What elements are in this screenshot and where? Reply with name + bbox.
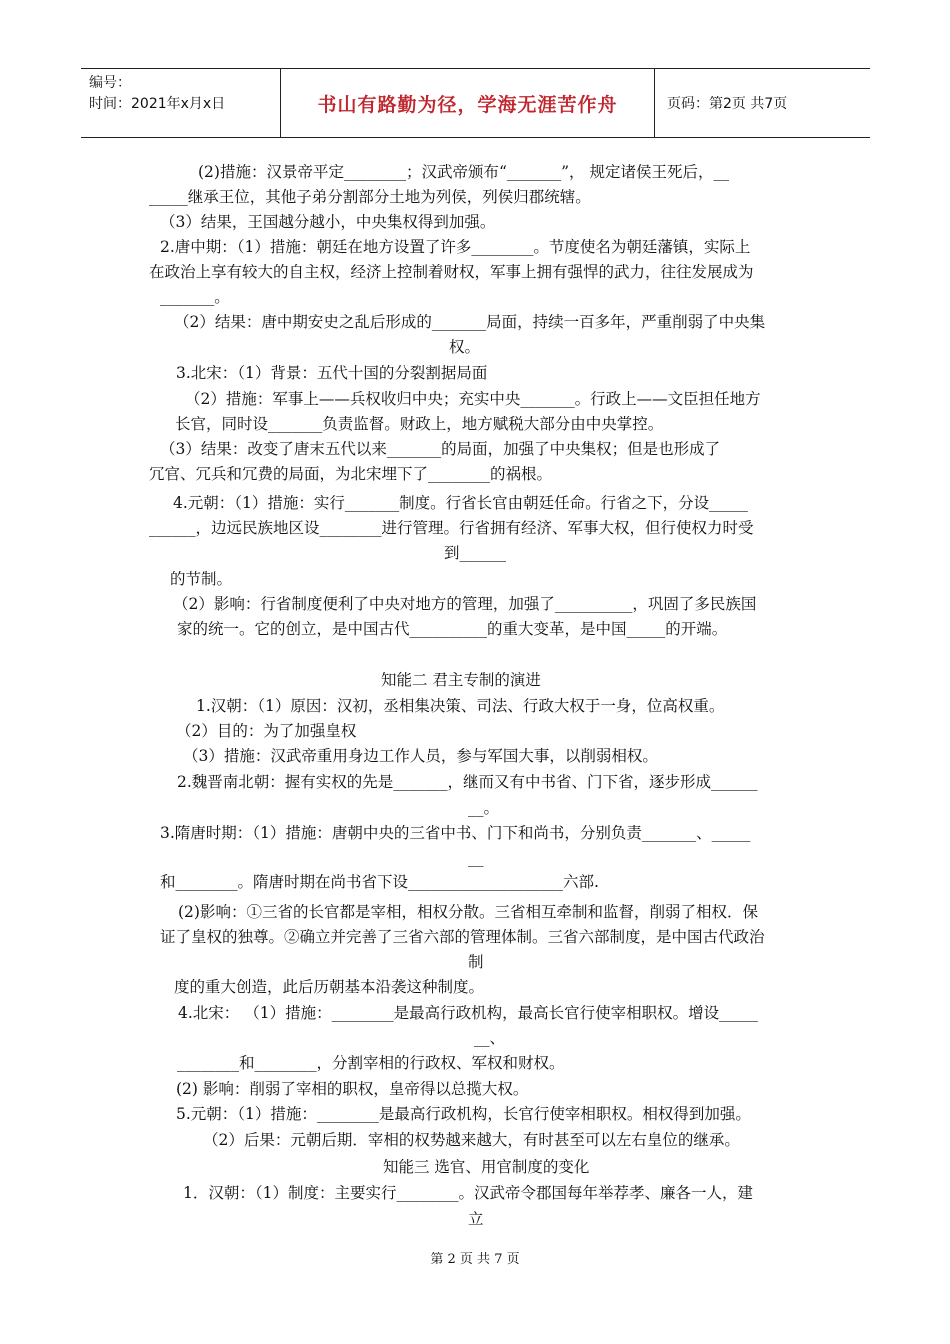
header-motto: 书山有路勤为径，学海无涯苦作舟 [281, 69, 655, 137]
section-heading: 知能二 君主专制的演进 [381, 671, 541, 689]
text-line: 权。 [449, 338, 481, 356]
text-line: （3）措施：汉武帝重用身边工作人员，参与军国大事，以削弱相权。 [183, 747, 658, 765]
text-line: 2.魏晋南北朝：握有实权的先是_______，继而又有中书省、门下省，逐步形成______ [177, 773, 758, 791]
text-line: （2）结果：唐中期安史之乱后形成的_______局面，持续一百多年，严重削弱了中央集 [174, 313, 766, 331]
text-line: 4.北宋： （1）措施：________是最高行政机构，最高长官行使宰相职权。增设_____ [178, 1004, 758, 1022]
text-line: ________和________，分割宰相的行政权、军权和财权。 [177, 1054, 565, 1072]
text-line: （2）措施：军事上——兵权收归中央；充实中央_______。行政上——文臣担任地方 [185, 390, 761, 408]
text-line: (2)措施：汉景帝平定________；汉武帝颁布“_______”， 规定诸侯王死后，__ [198, 163, 729, 181]
text-line: （2）后果：元朝后期．宰相的权势越来越大，有时甚至可以左右皇位的继承。 [203, 1131, 740, 1149]
text-line: 立 [468, 1210, 484, 1228]
text-line: 3.隋唐时期：（1）措施：唐朝中央的三省中书、门下和尚书，分别负责_______、_____ [160, 824, 751, 842]
text-line: 2.唐中期：（1）措施：朝廷在地方设置了许多________。节度使名为朝廷藩镇，实际上 [160, 238, 751, 256]
text-line: 1.汉朝：（1）原因：汉初，丞相集决策、司法、行政大权于一身，位高权重。 [196, 697, 725, 715]
text-line: _______。 [160, 288, 230, 306]
text-line: 的节制。 [170, 570, 233, 588]
text-line: 长官，同时设_______负责监督。财政上，地方赋税大部分由中央掌控。 [175, 415, 664, 433]
text-line: ______，边远民族地区设________进行管理。行省拥有经济、军事大权，但行使权力时受 [149, 519, 754, 537]
text-line: 家的统一。它的创立，是中国古代__________的重大变革，是中国_____的开端。 [177, 620, 728, 638]
text-line: 证了皇权的独尊。②确立并完善了三省六部的管理体制。三省六部制度，是中国古代政治 [160, 928, 765, 946]
text-line: __。 [468, 799, 500, 817]
section-heading: 知能三 选官、用官制度的变化 [383, 1158, 590, 1176]
text-line: (2)影响：①三省的长官都是宰相，相权分散。三省相互牵制和监督，削弱了相权．保 [178, 903, 758, 921]
text-line: 和________。隋唐时期在尚书省下设____________________六部. [160, 873, 599, 891]
text-line: （2）影响：行省制度便利了中央对地方的管理，加强了__________，巩固了多民族国 [173, 595, 757, 613]
text-line: 冗官、冗兵和冗费的局面，为北宋埋下了________的祸根。 [149, 465, 553, 483]
text-line: 到______ [444, 544, 507, 562]
text-line: 1．汉朝：（1）制度：主要实行________。汉武帝令郡国每年举荐孝、廉各一人，建 [183, 1184, 753, 1202]
page-indicator: 页码：第2页 共7页 [667, 96, 788, 112]
text-line: 度的重大创造，此后历朝基本沿袭这种制度。 [174, 978, 485, 996]
header-meta [81, 69, 281, 137]
date-label: 时间：2021年x月x日 [89, 96, 226, 112]
text-line: （3）结果：改变了唐末五代以来_______的局面，加强了中央集权；但是也形成了 [160, 440, 721, 458]
text-line: 4.元朝：（1）措施：实行_______制度。行省长官由朝廷任命。行省之下，分设_____ [173, 494, 748, 512]
text-line: 5.元朝：（1）措施：________是最高行政机构，长官行使宰相职权。相权得到加强。 [176, 1105, 751, 1123]
page-header [81, 68, 870, 138]
text-line: __ [468, 849, 484, 867]
text-line: (2) 影响：削弱了宰相的职权，皇帝得以总揽大权。 [176, 1080, 529, 1098]
text-line: __、 [474, 1029, 506, 1047]
text-line: （2）目的：为了加强皇权 [176, 722, 357, 740]
page-footer: 第 2 页 共 7 页 [430, 1252, 520, 1267]
text-line: 3.北宋：（1）背景：五代十国的分裂割据局面 [176, 364, 488, 382]
number-label: 编号： [89, 75, 131, 91]
text-line: 制 [468, 953, 484, 971]
text-line: _____继承王位，其他子弟分割部分土地为列侯，列侯归郡统辖。 [149, 188, 591, 206]
text-line: 在政治上享有较大的自主权，经济上控制着财权，军事上拥有强悍的武力，往往发展成为 [149, 263, 754, 281]
text-line: （3）结果，王国越分越小，中央集权得到加强。 [160, 213, 496, 231]
